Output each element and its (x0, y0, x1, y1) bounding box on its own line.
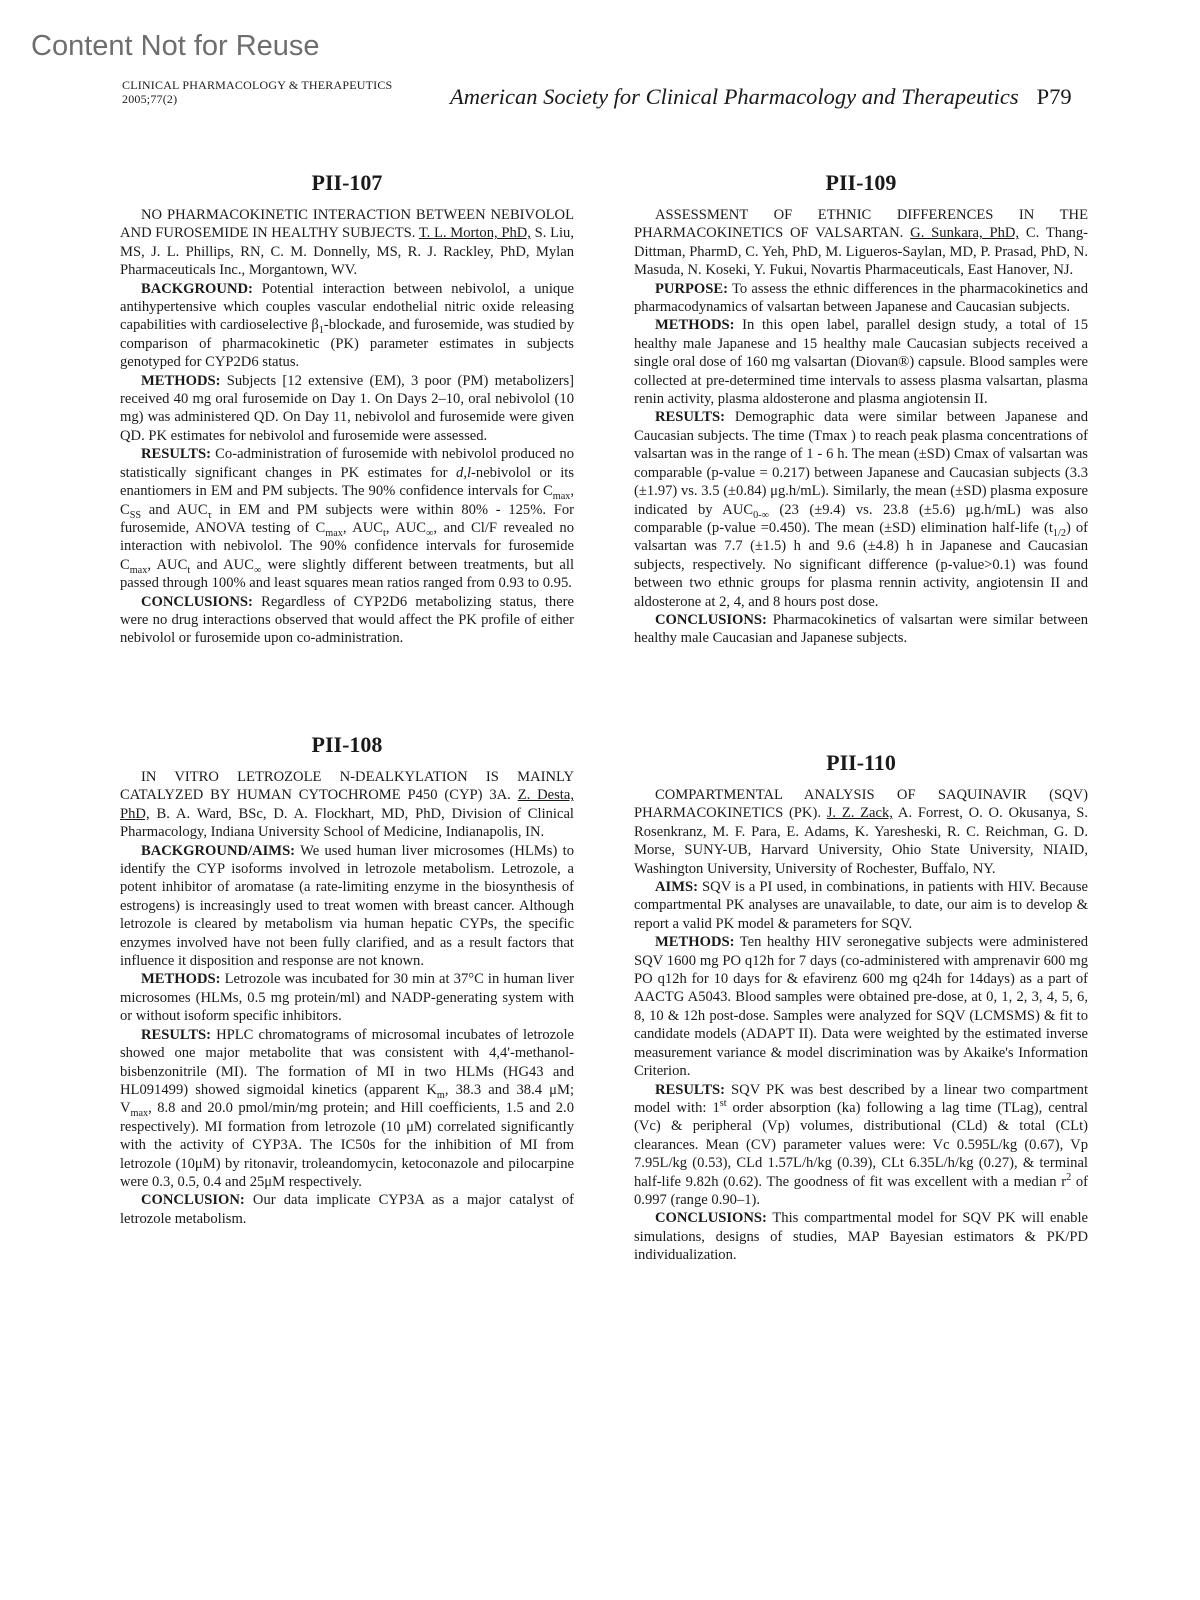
methods-paragraph: METHODS: Letrozole was incubated for 30 min at 37°C in human liver microsomes (HLMs, 0.5 mg protein/ml) and NADP-generating system with or without isoform specific inhibitors. (120, 971, 574, 1025)
purpose-paragraph: PURPOSE: To assess the ethnic differences in the pharmacokinetics and pharmacodynamics of valsartan between Japanese and Caucasian subjects. (634, 280, 1088, 316)
abstract-heading: NO PHARMACOKINETIC INTERACTION BETWEEN NEBIVOLOL AND FUROSEMIDE IN HEALTHY SUBJECTS. T. L. Morton, PhD, S. Liu, MS, J. L. Phillips, RN, C. M. Donnelly, MS, R. J. Rackley, PhD, Mylan Pharmaceuticals Inc., Morgantown, WV. (120, 207, 574, 279)
abstract-id: PII-107 (311, 170, 383, 195)
methods-paragraph: METHODS: Ten healthy HIV seronegative subjects were administered SQV 1600 mg PO q12h for 7 days (co-administered with amprenavir 600 mg PO q12h for 10 days for & efavirenz 600 mg q24h for 14days) as a part of AACTG A5043. Blood samples were obtained pre-dose, at 0, 1, 2, 3, 4, 5, 6, 8, 10 & 12h post-dose. Samples were analyzed for SQV (LCMSMS) & fit to candidate models (ADAPT II). Data were weighted by the estimated inverse measurement variance & model discrimination was by Akaike's Information Criterion. (634, 934, 1088, 1080)
results-paragraph: RESULTS: Co-administration of furosemide with nebivolol produced no statistically significant changes in PK estimates for d,l-nebivolol or its enantiomers in EM and PM subjects. The 90% confidence intervals for $C_{max}$, $C_{SS}$ and $AUC_\tau$ in EM and PM subjects were within 80% - 125%. For furosemide, ANOVA testing of $C_{max}$, $AUC_t$, $AUC_\infty$, and Cl/F revealed no interaction with nebivolol. The 90% confidence intervals for furosemide $C_{max}$, $AUC_t$ and $AUC_\infty$ were slightly different between treatments, but all passed through 100% and least squares mean ratios ranged from 0.93 to 0.95. (120, 446, 574, 592)
page-number: P79 (1036, 84, 1072, 109)
abstract-pii-110 (634, 750, 1088, 1265)
abstract-pii-108 (120, 732, 574, 1228)
presenter: T. L. Morton, PhD, (418, 225, 531, 242)
abstract-pii-109 (634, 170, 1088, 648)
abstract-pii-107 (120, 170, 574, 648)
background-paragraph: BACKGROUND: Potential interaction between nebivolol, a unique antihypertensive which couples vascular endothelial nitric oxide releasing capabilities with cardioselective $\beta_1$-blockade, and furosemide, was studied by comparison of pharmacokinetic (PK) parameter estimates in subjects genotyped for CYP2D6 status. (120, 280, 574, 371)
methods-paragraph: METHODS: Subjects [12 extensive (EM), 3 poor (PM) metabolizers] received 40 mg oral furosemide on Day 1. On Days 2–10, oral nebivolol (10 mg) was administered QD. On Day 11, nebivolol and furosemide were given QD. PK estimates for nebivolol and furosemide were assessed. (120, 372, 574, 444)
presenter: Z. Desta, PhD, (120, 787, 574, 822)
results-paragraph: RESULTS: SQV PK was best described by a linear two compartment model with: 1st order absorption (ka) following a lag time (TLag), central (Vc) & peripheral (Vp) volumes, distributional (CLd) & total (CLt) clearances. Mean (CV) parameter values were: Vc 0.595L/kg (0.67), Vp 7.95L/kg (0.53), CLd 1.57L/h/kg (0.39), CLt 6.35L/h/kg (0.27), & terminal half-life 9.82h (0.62). The goodness of fit was excellent with a median $r^2$ of 0.997 (range 0.90–1). (634, 1081, 1088, 1208)
abstract-heading: ASSESSMENT OF ETHNIC DIFFERENCES IN THE PHARMACOKINETICS OF VALSARTAN. G. Sunkara, PhD, C. Thang-Dittman, PharmD, C. Yeh, PhD, M. Ligueros-Saylan, MD, P. Prasad, PhD, N. Masuda, N. Koseki, Y. Fukui, Novartis Pharmaceuticals, East Hanover, NJ. (634, 207, 1089, 279)
conclusions-paragraph: CONCLUSIONS: Regardless of CYP2D6 metabolizing status, there were no drug interactions observed that would affect the PK profile of either nebivolol or furosemide upon co-administration. (120, 593, 574, 647)
watermark: Content Not for Reuse (31, 30, 320, 62)
abstract-id: PII-108 (311, 732, 383, 757)
presenter: G. Sunkara, PhD, (910, 225, 1020, 242)
journal-volume: 2005;77(2) (122, 92, 178, 106)
conclusions-paragraph: CONCLUSIONS: This compartmental model for SQV PK will enable simulations, designs of studies, MAP Bayesian estimators & PK/PD individualization. (634, 1210, 1088, 1264)
running-head (450, 84, 1090, 110)
abstract-heading: IN VITRO LETROZOLE N-DEALKYLATION IS MAINLY CATALYZED BY HUMAN CYTOCHROME P450 (CYP) 3A. Z. Desta, PhD, B. A. Ward, BSc, D. A. Flockhart, MD, PhD, Division of Clinical Pharmacology, Indiana University School of Medicine, Indianapolis, IN. (120, 769, 574, 841)
abstract-heading: COMPARTMENTAL ANALYSIS OF SAQUINAVIR (SQV) PHARMACOKINETICS (PK). J. Z. Zack, A. Forrest, O. O. Okusanya, S. Rosenkranz, M. F. Para, E. Adams, K. Yaresheski, R. C. Reichman, G. D. Morse, SUNY-UB, Harvard University, Ohio State University, NIAID, Washington University, University of Rochester, Buffalo, NY. (634, 787, 1089, 877)
background-paragraph: BACKGROUND/AIMS: We used human liver microsomes (HLMs) to identify the CYP isoforms involved in letrozole metabolism. Letrozole, a potent inhibitor of aromatase (a rate-limiting enzyme in the biosynthesis of estrogens) is increasingly used to treat women with breast cancer. Although letrozole is cleared by metabolism via human hepatic CYPs, the specific enzymes involved have not been fully clarified, and as a result factors that influence it disposition and response are not known. (120, 842, 574, 970)
conclusion-paragraph: CONCLUSION: Our data implicate CYP3A as a major catalyst of letrozole metabolism. (120, 1192, 574, 1227)
journal-name: CLINICAL PHARMACOLOGY & THERAPEUTICS (122, 78, 393, 92)
society-title: American Society for Clinical Pharmacology and Therapeutics (450, 84, 1019, 109)
abstract-id: PII-110 (826, 750, 896, 775)
presenter: J. Z. Zack, (826, 805, 893, 822)
methods-paragraph: METHODS: In this open label, parallel design study, a total of 15 healthy male Japanese and 15 healthy male Caucasian subjects received a single oral dose of 160 mg valsartan (Diovan®) capsule. Blood samples were collected at pre-determined time intervals to assess plasma valsartan, plasma renin activity, plasma aldosterone and plasma angiotensin II. (634, 317, 1088, 408)
results-paragraph: RESULTS: HPLC chromatograms of microsomal incubates of letrozole showed one major metabolite that was consistent with 4,4'-methanol-bisbenzonitrile (MI). The formation of MI in two HLMs (HG43 and HL091499) showed sigmoidal kinetics (apparent $K_m$, 38.3 and 38.4 μM; $V_{max}$, 8.8 and 20.0 pmol/min/mg protein; and Hill coefficients, 1.5 and 2.0 respectively). MI formation from letrozole (10 μM) correlated significantly with the activity of CYP3A. The IC50s for the inhibition of MI from letrozole (10μM) by ritonavir, troleandomycin, ketoconazole and pilocarpine were 0.3, 0.5, 0.4 and 25μM respectively. (120, 1026, 575, 1190)
abstract-id: PII-109 (825, 170, 897, 195)
results-paragraph: RESULTS: Demographic data were similar between Japanese and Caucasian subjects. The time (Tmax ) to reach peak plasma concentrations of valsartan was in the range of 1 - 6 h. The mean (±SD) Cmax of valsartan was comparable (p-value = 0.217) between Japanese and Caucasian subjects (3.3 (±1.97) vs. 3.5 (±0.84) μg.h/mL). Similarly, the mean (±SD) plasma exposure indicated by $AUC_{0-\infty}$ (23 (±9.4) vs. 23.8 (±5.6) μg.h/mL) was also comparable (p-value =0.450). The mean (±SD) elimination half-life $(t_{1/2})$ of valsartan was 7.7 (±1.5) h and 9.6 (±4.8) h in Japanese and Caucasian subjects, respectively. No significant difference (p-value>0.1) was found between two ethnic groups for plasma rennin activity, angiotensin II and aldosterone at 2, 4, and 8 hours post dose. (634, 409, 1088, 610)
conclusions-paragraph: CONCLUSIONS: Pharmacokinetics of valsartan were similar between healthy male Caucasian and Japanese subjects. (634, 611, 1088, 647)
journal-info (122, 78, 392, 106)
aims-paragraph: AIMS: SQV is a PI used, in combinations, in patients with HIV. Because compartmental PK analyses are unavailable, to date, our aim is to develop & report a valid PK model & parameters for SQV. (634, 879, 1088, 932)
